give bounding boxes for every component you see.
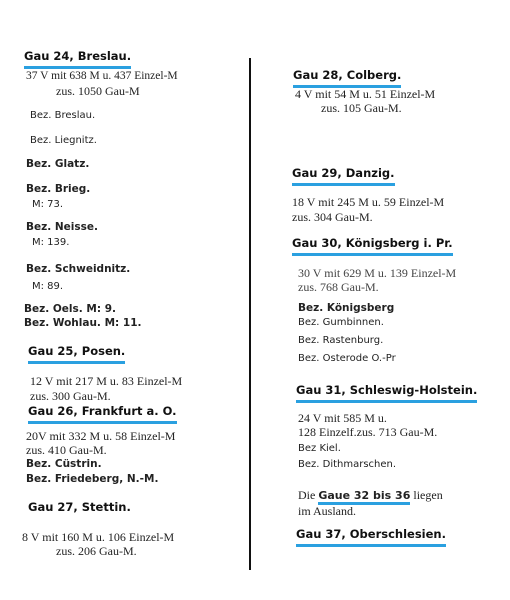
gau-26-total: zus. 410 Gau-M. (26, 443, 107, 457)
gau-30-total: zus. 768 Gau-M. (298, 280, 379, 294)
gau-25-members: 12 V mit 217 M u. 83 Einzel-M (30, 374, 183, 388)
heading-gau-31: Gau 31, Schleswig-Holstein. (296, 385, 477, 403)
bez-osterode: Bez. Osterode O.-Pr (298, 353, 396, 364)
bez-glatz: Bez. Glatz. (26, 158, 90, 170)
note-pre: Die (298, 488, 319, 502)
gau-28-members: 4 V mit 54 M u. 51 Einzel-M (295, 87, 436, 101)
gau-29-total: zus. 304 Gau-M. (292, 210, 373, 224)
bez-breslau: Bez. Breslau. (30, 110, 96, 121)
bez-gumbinnen: Bez. Gumbinnen. (298, 317, 384, 328)
heading-gau-29: Gau 29, Danzig. (292, 168, 395, 186)
heading-gau-24: Gau 24, Breslau. (24, 51, 131, 69)
bez-oels: Bez. Oels. M: 9. (24, 303, 117, 315)
note-line-2: im Ausland. (298, 504, 357, 518)
bez-custrin: Bez. Cüstrin. (26, 458, 102, 470)
gau-25-total: zus. 300 Gau-M. (30, 389, 111, 403)
gau-31-total: 128 Einzelf.zus. 713 Gau-M. (298, 425, 438, 439)
gau-24-members: 37 V mit 638 M u. 437 Einzel-M (26, 70, 178, 82)
bez-neisse-members: M: 139. (32, 237, 70, 248)
note-gaue-32-36: Gaue 32 bis 36 (318, 489, 410, 505)
bez-schweidnitz-members: M: 89. (32, 281, 64, 292)
gau-26-members: 20V mit 332 M u. 58 Einzel-M (26, 429, 176, 443)
bez-rastenburg: Bez. Rastenburg. (298, 335, 384, 346)
note-post: liegen (410, 488, 443, 502)
note-line-1 (298, 489, 443, 501)
gau-28-total: zus. 105 Gau-M. (321, 101, 402, 115)
heading-gau-27: Gau 27, Stettin. (28, 500, 131, 514)
bez-schweidnitz: Bez. Schweidnitz. (26, 263, 131, 275)
bez-dithmarschen: Bez. Dithmarschen. (298, 459, 397, 470)
bez-friedeberg: Bez. Friedeberg, N.-M. (26, 473, 159, 485)
gau-31-members: 24 V mit 585 M u. (298, 411, 387, 425)
heading-gau-26: Gau 26, Frankfurt a. O. (28, 406, 177, 424)
gau-29-members: 18 V mit 245 M u. 59 Einzel-M (292, 195, 445, 209)
gau-30-members: 30 V mit 629 M u. 139 Einzel-M (298, 266, 457, 280)
heading-gau-37: Gau 37, Oberschlesien. (296, 529, 446, 547)
gau-27-total: zus. 206 Gau-M. (56, 544, 137, 558)
heading-gau-30: Gau 30, Königsberg i. Pr. (292, 238, 453, 256)
heading-gau-25: Gau 25, Posen. (28, 346, 125, 364)
bez-brieg: Bez. Brieg. (26, 183, 91, 195)
bez-neisse: Bez. Neisse. (26, 221, 98, 233)
bez-konigsberg: Bez. Königsberg (298, 302, 395, 314)
bez-liegnitz: Bez. Liegnitz. (30, 135, 97, 146)
column-divider (249, 58, 251, 570)
heading-gau-28: Gau 28, Colberg. (293, 70, 401, 88)
gau-27-members: 8 V mit 160 M u. 106 Einzel-M (22, 530, 175, 544)
bez-brieg-members: M: 73. (32, 199, 64, 210)
gau-24-total: zus. 1050 Gau-M (56, 84, 140, 98)
bez-kiel: Bez Kiel. (298, 443, 341, 454)
bez-wohlau: Bez. Wohlau. M: 11. (24, 317, 142, 329)
